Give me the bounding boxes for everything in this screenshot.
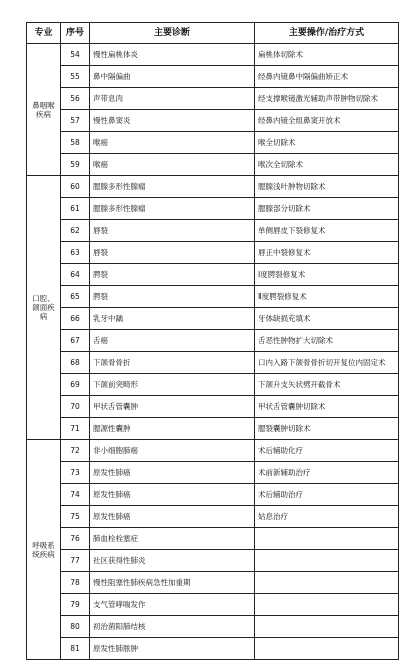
table-row (27, 264, 399, 286)
diagnosis-cell: 肺血栓栓塞症 (90, 528, 255, 550)
header-number: 序号 (61, 23, 90, 44)
diagnosis-cell: 腮腺多形性腺瘤 (90, 198, 255, 220)
table-row (27, 66, 399, 88)
diagnosis-cell: 腮腺多形性腺瘤 (90, 176, 255, 198)
number-cell: 65 (61, 286, 90, 308)
table-row (27, 374, 399, 396)
table-row (27, 198, 399, 220)
table-row (27, 286, 399, 308)
treatment-cell: 扁桃体切除术 (255, 44, 399, 66)
table-row (27, 352, 399, 374)
table-row (27, 528, 399, 550)
treatment-cell: 喉次全切除术 (255, 154, 399, 176)
treatment-cell (255, 616, 399, 638)
table-row (27, 242, 399, 264)
number-cell: 68 (61, 352, 90, 374)
number-cell: 64 (61, 264, 90, 286)
treatment-cell (255, 550, 399, 572)
number-cell: 74 (61, 484, 90, 506)
number-cell: 60 (61, 176, 90, 198)
diagnosis-cell: 唇裂 (90, 242, 255, 264)
treatment-cell: 术前新辅助治疗 (255, 462, 399, 484)
treatment-cell: 舌恶性肿物扩大切除术 (255, 330, 399, 352)
diagnosis-cell: 舌癌 (90, 330, 255, 352)
diagnosis-cell: 慢性扁桃体炎 (90, 44, 255, 66)
number-cell: 67 (61, 330, 90, 352)
table-row (27, 594, 399, 616)
diagnosis-cell: 初治菌阳肺结核 (90, 616, 255, 638)
treatment-cell: 甲状舌管囊肿切除术 (255, 396, 399, 418)
diagnosis-cell: 慢性鼻窦炎 (90, 110, 255, 132)
number-cell: 71 (61, 418, 90, 440)
number-cell: 78 (61, 572, 90, 594)
number-cell: 61 (61, 198, 90, 220)
treatment-cell: 腮裂囊肿切除术 (255, 418, 399, 440)
table-row (27, 220, 399, 242)
treatment-cell: 口内入路下颌骨骨折切开复位内固定术 (255, 352, 399, 374)
number-cell: 75 (61, 506, 90, 528)
treatment-cell: 喉全切除术 (255, 132, 399, 154)
number-cell: 77 (61, 550, 90, 572)
diagnosis-cell: 乳牙中龋 (90, 308, 255, 330)
diagnosis-cell: 支气管哮喘发作 (90, 594, 255, 616)
number-cell: 63 (61, 242, 90, 264)
treatment-cell: 下颌升支矢状劈开截骨术 (255, 374, 399, 396)
diagnosis-cell: 唇裂 (90, 220, 255, 242)
treatment-cell: 牙体缺损充填术 (255, 308, 399, 330)
header-row (27, 23, 399, 44)
treatment-cell (255, 528, 399, 550)
number-cell: 69 (61, 374, 90, 396)
header-specialty: 专业 (27, 23, 61, 44)
number-cell: 80 (61, 616, 90, 638)
treatment-cell: 经鼻内镜全组鼻窦开放术 (255, 110, 399, 132)
treatment-cell: 唇正中裂修复术 (255, 242, 399, 264)
treatment-cell (255, 594, 399, 616)
diagnosis-cell: 社区获得性肺炎 (90, 550, 255, 572)
diagnosis-cell: 甲状舌管囊肿 (90, 396, 255, 418)
number-cell: 66 (61, 308, 90, 330)
diagnosis-cell: 下颌前突畸形 (90, 374, 255, 396)
treatment-cell: 姑息治疗 (255, 506, 399, 528)
diagnosis-table (26, 22, 399, 660)
header-treatment: 主要操作/治疗方式 (255, 23, 399, 44)
table-row (27, 638, 399, 660)
table-row (27, 506, 399, 528)
number-cell: 58 (61, 132, 90, 154)
number-cell: 81 (61, 638, 90, 660)
treatment-cell: 单侧唇皮下裂修复术 (255, 220, 399, 242)
diagnosis-cell: 鼻中隔偏曲 (90, 66, 255, 88)
specialty-cell: 呼吸系统疾病 (27, 440, 61, 660)
specialty-cell: 口腔、颌面疾病 (27, 176, 61, 440)
diagnosis-cell: 腮源性囊肿 (90, 418, 255, 440)
treatment-cell: 经鼻内镜鼻中隔偏曲矫正术 (255, 66, 399, 88)
table-row (27, 550, 399, 572)
number-cell: 76 (61, 528, 90, 550)
diagnosis-cell: 喉癌 (90, 132, 255, 154)
diagnosis-cell: 原发性肺癌 (90, 462, 255, 484)
table-row (27, 110, 399, 132)
treatment-cell: 腮腺部分切除术 (255, 198, 399, 220)
diagnosis-cell: 腭裂 (90, 286, 255, 308)
diagnosis-cell: 非小细胞肺癌 (90, 440, 255, 462)
table-row (27, 330, 399, 352)
number-cell: 55 (61, 66, 90, 88)
treatment-cell: Ⅱ度腭裂修复术 (255, 286, 399, 308)
treatment-cell: Ⅰ度腭裂修复术 (255, 264, 399, 286)
table-row (27, 132, 399, 154)
table-body (27, 44, 399, 660)
number-cell: 57 (61, 110, 90, 132)
specialty-cell: 鼻咽喉疾病 (27, 44, 61, 176)
diagnosis-cell: 原发性肺癌 (90, 484, 255, 506)
number-cell: 56 (61, 88, 90, 110)
header-diagnosis: 主要诊断 (90, 23, 255, 44)
diagnosis-cell: 喉癌 (90, 154, 255, 176)
diagnosis-cell: 慢性阻塞性肺疾病急性加重期 (90, 572, 255, 594)
diagnosis-cell: 声带息肉 (90, 88, 255, 110)
treatment-cell (255, 572, 399, 594)
table-row (27, 396, 399, 418)
table-row (27, 572, 399, 594)
number-cell: 59 (61, 154, 90, 176)
treatment-cell: 术后辅助化疗 (255, 440, 399, 462)
treatment-cell: 经支撑喉镜激光辅助声带肿物切除术 (255, 88, 399, 110)
table-row (27, 462, 399, 484)
diagnosis-cell: 原发性肺癌 (90, 506, 255, 528)
diagnosis-cell: 下颌骨骨折 (90, 352, 255, 374)
number-cell: 54 (61, 44, 90, 66)
number-cell: 73 (61, 462, 90, 484)
table-row (27, 88, 399, 110)
table-row (27, 154, 399, 176)
diagnosis-cell: 腭裂 (90, 264, 255, 286)
table-row (27, 440, 399, 462)
number-cell: 72 (61, 440, 90, 462)
table-row (27, 176, 399, 198)
number-cell: 70 (61, 396, 90, 418)
treatment-cell: 腮腺浅叶肿物切除术 (255, 176, 399, 198)
treatment-cell: 术后辅助治疗 (255, 484, 399, 506)
table-row (27, 418, 399, 440)
table-row (27, 616, 399, 638)
number-cell: 79 (61, 594, 90, 616)
table-row (27, 44, 399, 66)
table-row (27, 308, 399, 330)
treatment-cell (255, 638, 399, 660)
number-cell: 62 (61, 220, 90, 242)
table-row (27, 484, 399, 506)
diagnosis-cell: 原发性肺脓肿 (90, 638, 255, 660)
